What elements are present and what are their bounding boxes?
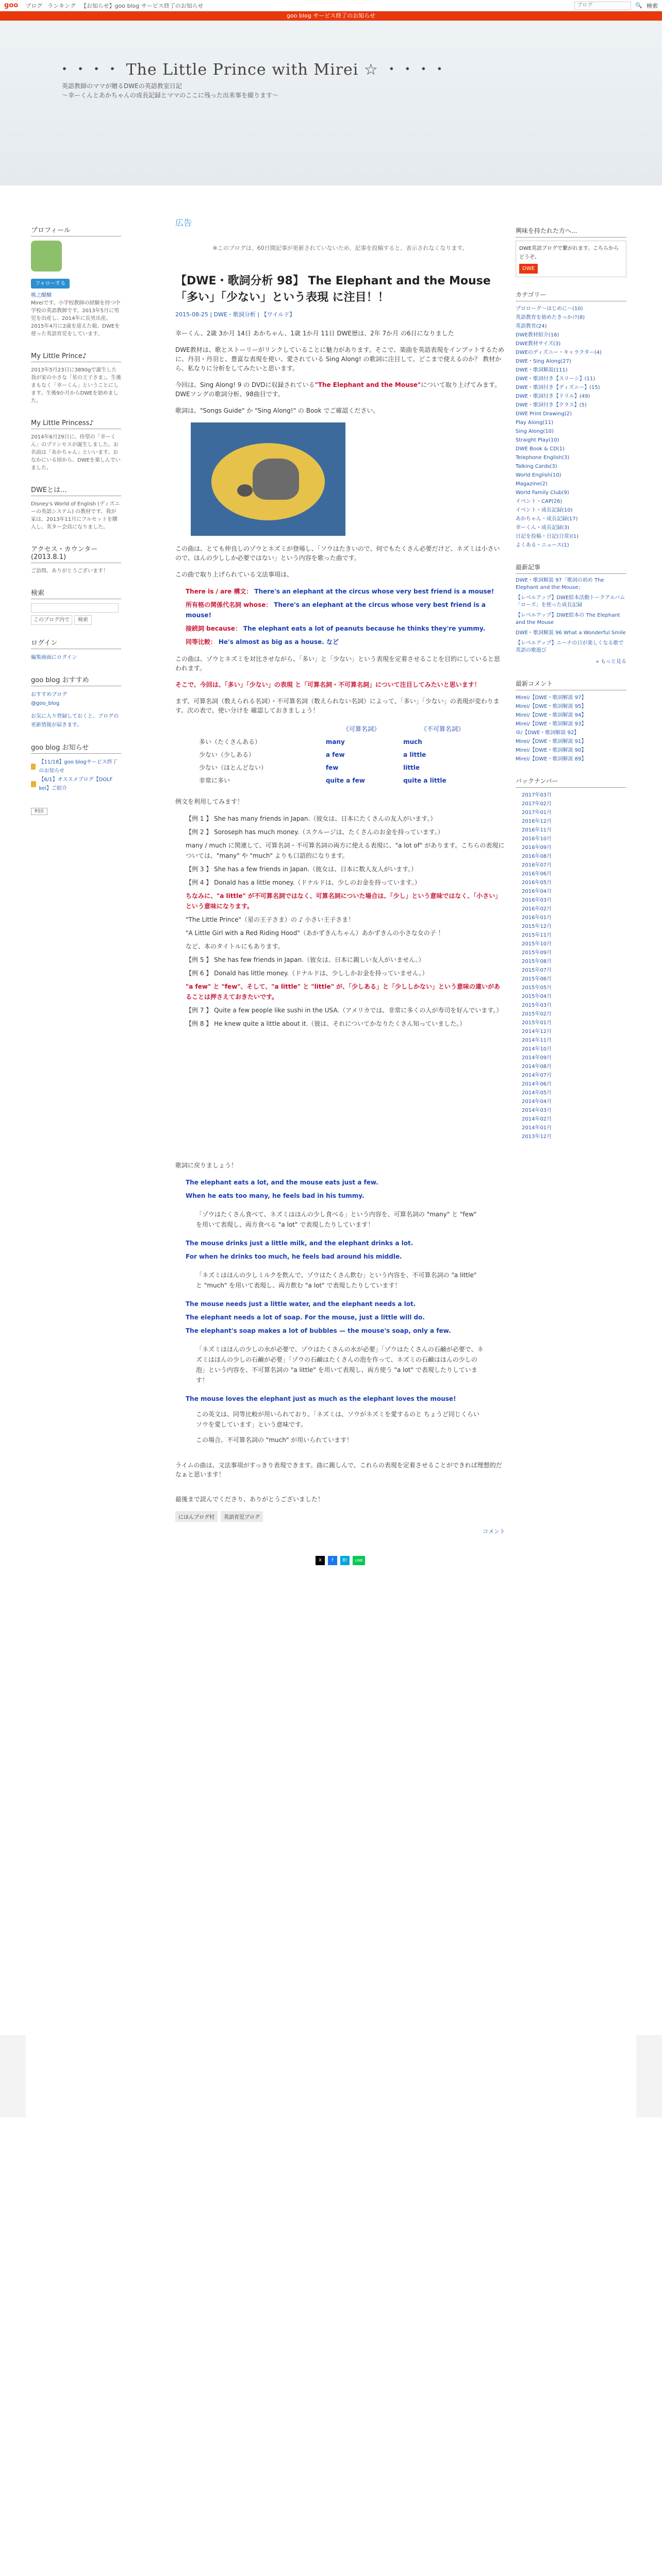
backnumber-heading: バックナンバー — [516, 777, 626, 788]
category-item[interactable]: Magazine(2) — [516, 481, 548, 487]
examples-intro: 例文を利用してみます！ — [175, 798, 244, 805]
example-4: 【例 4 】 Donald has a little money.（ドナルドは、少しのお金を持っています。） — [186, 879, 421, 886]
comment-item[interactable]: Mirei/【DWE・歌詞解説 93】 — [516, 721, 587, 727]
lyric-4-note: この英文は、同等比較が用いられており、「ネズミは、ソウがネズミを愛するのと ちょうど同じくらい ソウを愛しています」という意味です。 — [196, 1411, 479, 1428]
song-intro: 今回は、Sing Along! 9 の DVDに収録されている"The Elephant and the Mouse"について取り上げてみます。DWEソングの歌詞分析、98曲目です。 — [175, 381, 501, 398]
backnumber-item[interactable]: 2014年07月 — [522, 1073, 552, 1078]
backnumber-item[interactable]: 2014年04月 — [522, 1099, 552, 1105]
page-body — [26, 196, 636, 2576]
comment-link[interactable]: コメント — [483, 1528, 505, 1535]
left-sidebar — [31, 227, 121, 830]
ranking-badge-1[interactable]: にほんブログ村 — [175, 1511, 218, 1522]
example-note-a-lot: many / much に関連して、可算名詞・不可算名詞の両方に使える表現に、"a lot of" があります。こちらの表現については、"many" や "much" よりも口語的になります。 — [186, 842, 505, 859]
recent-item[interactable]: DWE・歌詞解説 96 What a Wonderful Smile — [516, 630, 626, 636]
category-item[interactable]: DWE・Sing Along(27) — [516, 359, 571, 364]
example-2: 【例 2 】 Soroseph has much money.（スクルージは、たくさんのお金を持っています。） — [186, 828, 444, 836]
grammar-intro: この曲で取り上げられている文法事項は、 — [175, 571, 293, 578]
title-example-2: "A Little Girl with a Red Riding Hood"（あかずきんちゃん）あかずきんの小さな女の子 ！ — [186, 929, 444, 937]
article-title[interactable]: 【DWE・歌詞分析 98】 The Elephant and the Mouse 「多い」「少ない」という表現 に注目！！ — [175, 275, 502, 304]
lyric-3-note: 「ネズミはほんの少しの水が必要で、ゾウはたくさんの水が必要」「ゾウはたくさんの石鹸が必要で、ネズミはほんの少しの石鹸が必要」「ゾウの石鹸はたくさんの泡を作って、ネズミの石鹸はほんの少しの泡」という内容を、不可算名詞の "a little" を用いて表現し、両方使う "a lot" で表現したりしています！ — [196, 1346, 484, 1384]
dwe-text: Disney's World of English (ディズニーの英語システム) の教材です。我が家は、2013年11月にフルセットを購入し、英ター会員になりました。 — [31, 501, 120, 530]
blog-search-button[interactable]: 検索 — [74, 615, 92, 625]
more-link[interactable]: » もっと見る — [595, 659, 626, 665]
comment-heading: 最新コメント — [516, 680, 626, 690]
blog-subtitle: 英語教師のママが贈るDWEの英語教室日記 〜幸ーくんとあかちゃんの成長記録とママのここに残った出来事を綴ります〜 — [62, 82, 279, 99]
lyric-1b: When he eats too many, he feels bad in his tummy. — [186, 1192, 365, 1199]
table-row: 少ない（ほとんどない） few little — [199, 764, 420, 771]
backnumber-item[interactable]: 2015年01月 — [522, 1020, 552, 1026]
dwe-blog-box[interactable]: DWE英語ブログで繋がれます。こちらからどうぞ。 DWE — [516, 241, 626, 277]
article-meta[interactable]: 2015-08-25 | DWE・歌詞分析 | 【ワイルド】 — [175, 311, 295, 318]
login-heading: ログイン — [31, 639, 121, 649]
backnumber-item[interactable]: 2017年02月 — [522, 801, 552, 807]
backnumber-item[interactable]: 2014年05月 — [522, 1090, 552, 1096]
title-example-note: など、本のタイトルにもあります。 — [186, 943, 284, 950]
example-5: 【例 5 】 She has few friends in Japan.（彼女は、日本に親しい友人がいません。） — [186, 956, 425, 963]
table-row: 少ない（少しある） a few a little — [199, 751, 426, 758]
category-item[interactable]: World English(10) — [516, 472, 561, 478]
backnumber-item[interactable]: 2015年10月 — [522, 941, 552, 947]
category-item[interactable]: World Family Club(9) — [516, 490, 569, 496]
profile-block — [31, 227, 121, 338]
backnumber-item[interactable]: 2014年01月 — [522, 1125, 552, 1131]
grammar-item-3: 接続詞 because： The elephant eats a lot of peanuts because he thinks they're yummy. — [186, 625, 486, 632]
topbar-search-input[interactable] — [574, 2, 631, 10]
backnumber-item[interactable]: 2015年09月 — [522, 950, 552, 956]
comment-item[interactable]: Mirei/【DWE・歌詞解説 89】 — [516, 756, 587, 762]
search-scope-select[interactable]: このブログ内で — [31, 615, 72, 625]
recent-list — [516, 577, 626, 654]
osusume-link-1[interactable]: おすすめブログ — [31, 691, 68, 698]
lyric-3c: The elephant's soap makes a lot of bubbles — the mouse's soap, only a few. — [186, 1327, 451, 1334]
ranking-badge-2[interactable]: 英語育児ブログ — [221, 1511, 263, 1522]
example-7: 【例 7 】 Quite a few people like sushi in the USA.（アメリカでは、非常に多くの人が寿司を好んでいます。） — [186, 1007, 503, 1014]
backnumber-item[interactable]: 2016年01月 — [522, 915, 552, 921]
category-item[interactable]: Telephone English(3) — [516, 455, 570, 461]
follow-button[interactable]: フォローする — [31, 279, 70, 289]
osusume-heading: goo blog おすすめ — [31, 676, 121, 686]
example-3: 【例 3 】 She has a few friends in Japan.（彼女は、日本に数人友人がいます。） — [186, 866, 418, 873]
category-item[interactable]: 幸ーくん・成長記録(3) — [516, 525, 570, 531]
backnumber-item[interactable]: 2016年08月 — [522, 854, 552, 859]
backnumber-item[interactable]: 2016年10月 — [522, 836, 552, 842]
lyric-2-note: 「ネズミはほんの少しミルクを飲んで、ゾウはたくさん飲む」という内容を、不可算名詞の "a little" と "much" を用いて表現し、両方飲む "a lot" で表現したりしています！ — [196, 1272, 477, 1289]
notice-icon — [31, 781, 36, 787]
lyric-3a: The mouse needs just a little water, and the elephant needs a lot. — [186, 1300, 416, 1308]
category-item[interactable]: イベント・CAP(26) — [516, 499, 562, 504]
lyric-4a: The mouse loves the elephant just as much as the elephant loves the mouse! — [186, 1395, 456, 1402]
purpose-paragraph: この曲は、ゾウとネズミを対比させながら、「多い」と「少ない」という表現を定着させることを目的にしていると思われます。 — [175, 655, 501, 672]
lyric-3b: The elephant needs a lot of soap. For the mouse, just a little will do. — [186, 1314, 425, 1321]
intro-paragraph: DWE教材は、歌とストーリーがリンクしていることに魅力があります。そこで、楽曲を英語表現をインプットするために、丹羽・丹羽と、豊富な表現を使い、愛されている Sing Along! の歌詞に注目して、どこまで使えるのか？ 教材から、私なりに分析をしてみたいと思います。 — [175, 346, 505, 372]
category-heading: カテゴリー — [516, 291, 626, 301]
example-6: 【例 6 】 Donald has little money.（ドナルドは、少ししかお金を持っていません。） — [186, 970, 428, 977]
little-prince-text: 2013年5月23日に3890gで誕生した我が家の小さな「星の王子さま」。生後まもなく「幸ーくん」ということにします。生後9か月からDWEを始めました。 — [31, 367, 121, 404]
category-item[interactable]: DWE Book & CD(1) — [516, 446, 565, 452]
backnumber-item[interactable]: 2016年07月 — [522, 862, 552, 868]
oshirase-link-2[interactable]: 【6/1】オススメブログ【DOLF kei】ご紹介 — [31, 775, 121, 793]
category-item[interactable]: DWE・歌詞付き【クラス】(5) — [516, 402, 587, 408]
notice-icon — [31, 764, 36, 770]
category-item[interactable]: DWE・歌詞付き【ディズニー】(15) — [516, 385, 600, 391]
backnumber-item[interactable]: 2014年03月 — [522, 1108, 552, 1113]
comment-item[interactable]: Mirei/【DWE・歌詞解説 91】 — [516, 739, 587, 744]
backnumber-item[interactable]: 2015年07月 — [522, 968, 552, 973]
backnumber-item[interactable]: 2015年05月 — [522, 985, 552, 991]
profile-text: Mireiです。小学校教師の経験を持つ中学校の英語教師です。2013年5月に男児を出産し、2014年に長男出産。2015年4月に2歳を迎えた娘、DWEを使った英語育児をしています。 — [31, 300, 121, 337]
recent-item[interactable]: 【レベルアップ】DWE絵本の The Elephant and the Mouse — [516, 613, 620, 625]
topbar-search-label[interactable]: 検索 — [647, 2, 658, 9]
topbar-link-ranking[interactable]: ランキング — [47, 2, 76, 9]
backnumber-item[interactable]: 2014年12月 — [522, 1029, 552, 1035]
backnumber-item[interactable]: 2014年06月 — [522, 1081, 552, 1087]
backnumber-item[interactable]: 2015年12月 — [522, 924, 552, 929]
comment-item[interactable]: Mirei/【DWE・歌詞解説 90】 — [516, 748, 587, 753]
category-item[interactable]: Talking Cards(3) — [516, 464, 557, 469]
recent-item[interactable]: DWE・歌詞解説 97「歌詞の初め The Elephant and the Mouse」 — [516, 578, 604, 590]
category-item[interactable]: DWE教材紹介(16) — [516, 332, 559, 338]
backnumber-item[interactable]: 2015年03月 — [522, 1003, 552, 1008]
grammar-item-2: 所有格の関係代名詞 whose： There's an elephant at the circus whose very best friend is a mouse! — [186, 601, 486, 619]
recent-heading: 最新記事 — [516, 563, 626, 574]
category-item[interactable]: DWE教材サイズ(3) — [516, 341, 561, 347]
backnumber-item[interactable]: 2016年05月 — [522, 880, 552, 886]
category-item[interactable]: 日記を投稿・日記(日常)(1) — [516, 534, 578, 539]
backnumber-item[interactable]: 2015年08月 — [522, 959, 552, 964]
thanks-paragraph: 最後まで読んでくださり、ありがとうございました！ — [175, 1496, 324, 1503]
song-illustration — [191, 422, 345, 536]
backnumber-item[interactable]: 2014年11月 — [522, 1038, 552, 1043]
table-row: 非常に多い quite a few quite a little — [199, 776, 446, 784]
top-bar — [0, 0, 662, 11]
backnumber-item[interactable]: 2016年11月 — [522, 827, 552, 833]
category-item[interactable]: 英語教育を始めたきっかけ(8) — [516, 315, 585, 320]
category-item[interactable]: DWE・歌詞付き【スリーシ】(11) — [516, 376, 595, 382]
blog-title[interactable]: ・・・・ The Little Prince with Mirei ☆ ・・・・ — [57, 61, 448, 79]
category-item[interactable]: 英語教育(24) — [516, 324, 547, 329]
comment-item[interactable]: ゆ/【DWE・歌詞解説 92】 — [516, 730, 580, 736]
search-heading: 検索 — [31, 589, 121, 599]
category-item[interactable]: よくある・ニュース(1) — [516, 543, 569, 548]
inactive-notice: ※このブログは、60日間記事が更新されていないため、記事を投稿すると、表示されなくなります。 — [212, 245, 468, 251]
backnumber-item[interactable]: 2015年02月 — [522, 1011, 552, 1017]
category-item[interactable]: プロローグ〜はじめに〜(10) — [516, 306, 583, 312]
lyrics-note: 歌詞は、"Songs Guide" か "Sing Along!" の Book でご確認ください。 — [175, 407, 379, 414]
backnumber-item[interactable]: 2016年04月 — [522, 889, 552, 894]
category-item[interactable]: Play Along(11) — [516, 420, 553, 426]
avatar — [31, 241, 62, 272]
topbar-link-notice[interactable]: 【お知らせ】goo blog サービス終了のお知らせ — [80, 2, 204, 9]
little-princess-text: 2014年6月29日に、待望の「幸ーくん」のプリンセスが誕生しました。お名前は「あかちゃん」といいます。おなかにいる頃から、DWEを楽しんでいました。 — [31, 434, 121, 471]
category-item[interactable]: Sing Along(10) — [516, 429, 554, 434]
comment-item[interactable]: Mirei/【DWE・歌詞解説 95】 — [516, 704, 587, 709]
countable-paragraph: まず、可算名詞（数えられる名詞）・不可算名詞（数えられない名詞）によって、「多い」「少ない」の表現が変わります。次の表で、使い分けを 確認しておきましょう！ — [175, 698, 500, 714]
ask-heading: 興味を持たれた方へ... — [516, 227, 626, 238]
category-item[interactable]: DWE Print Drawing(2) — [516, 411, 572, 417]
oshirase-link-1[interactable]: 【11/18】goo blogサービス終了のお知らせ — [31, 758, 121, 775]
search-icon[interactable]: 🔍 — [635, 2, 642, 9]
backnumber-item[interactable]: 2014年10月 — [522, 1046, 552, 1052]
category-item[interactable]: DWE・歌詞解説(111) — [516, 367, 568, 373]
goo-logo[interactable]: goo — [4, 2, 19, 9]
elephant-image — [253, 459, 299, 500]
access-counter-heading: アクセス・カウンター (2013.8.1) — [31, 546, 121, 563]
mouse-image — [237, 484, 253, 497]
category-item[interactable]: イベント・成長記録(10) — [516, 507, 573, 513]
title-example-1: "The Little Prince"（星の王子さま）の ♪ 小さい王子さま！ — [186, 916, 355, 923]
quantity-table: 《可算名詞》 《不可算名詞》 多い（たくさんある） many much 少ない（少しある） a few a little 少ない（ほとんどない） few little 非常に多い quite a few quite a little — [196, 722, 485, 787]
example-8: 【例 8 】 He knew quite a little about it.（彼は、それについてかなりたくさん知っていました。） — [186, 1020, 466, 1027]
main-content — [175, 216, 505, 1565]
oshirase-heading: goo blog お知らせ — [31, 744, 121, 754]
backnumber-item[interactable]: 2014年08月 — [522, 1064, 552, 1070]
backnumber-item[interactable]: 2016年02月 — [522, 906, 552, 912]
lyric-1-note: 「ゾウはたくさん食べて、ネズミはほんの少し食べる」という内容を、可算名詞の "many" と "few" を用いて表現し、両方食べる "a lot" で表現したりしています！ — [196, 1211, 477, 1228]
song-summary: この曲は、とても仲良しのゾウとネズミが登場し、「ソウはたきいので、何でもたくさん必要だけど、ネズミは小さいので、ほんの少ししか必要ではない」という内容を歌った曲です。 — [175, 545, 500, 562]
backnumber-list — [516, 791, 626, 1141]
grammar-item-4: 同等比較： He's almost as big as a house. など — [186, 638, 339, 646]
backnumber-item[interactable]: 2015年11月 — [522, 933, 552, 938]
dwe-badge: DWE — [519, 264, 538, 274]
backnumber-item[interactable]: 2014年02月 — [522, 1116, 552, 1122]
recent-item[interactable]: 【レベルアップ】DWE絵本活動トークアルバム「ローズ」を使った成長記録 — [516, 595, 625, 608]
little-prince-heading: My Little Prince♪ — [31, 352, 121, 362]
table-row: 多い（たくさんある） many much — [199, 738, 422, 745]
category-item[interactable]: Straight Play(10) — [516, 437, 559, 443]
topbar-link-blog[interactable]: ブログ — [25, 2, 43, 9]
lyric-1a: The elephant eats a lot, and the mouse eats just a few. — [186, 1179, 378, 1186]
little-princess-heading: My Little Princess♪ — [31, 419, 121, 429]
example-1: 【例 1 】 She has many friends in Japan.（彼女は、日本にたくさんの友人がいます。） — [186, 815, 437, 822]
share-facebook-icon[interactable]: f — [328, 1556, 337, 1565]
example-note-a-little: ちなみに、"a little" が不可算名詞ではなく、可算名詞についた場合は、「少し」という意味ではなく、「小さい」という意味になります。 — [186, 892, 502, 910]
comment-item[interactable]: Mirei/【DWE・歌詞解説 94】 — [516, 713, 587, 718]
comment-item[interactable]: Mirei/【DWE・歌詞解説 97】 — [516, 695, 587, 701]
lyric-2a: The mouse drinks just a little milk, and the elephant drinks a lot. — [186, 1240, 413, 1247]
closing-paragraph: ライムの曲は、文法事項がすっきり表現できます。曲に親しんで、これらの表現を定着させることができれば理想的だなぁと思います！ — [175, 1462, 502, 1478]
osusume-text: お気に入り登録しておくと、ブログの更新情報が届きます。 — [31, 713, 119, 728]
blog-banner — [0, 21, 662, 185]
right-sidebar — [516, 227, 626, 1155]
category-item[interactable]: DWEのディズニー・キャラクター(4) — [516, 350, 602, 355]
search-block — [31, 589, 121, 625]
osusume-link-2[interactable]: @goo_blog — [31, 700, 60, 706]
backnumber-item[interactable]: 2017年01月 — [522, 810, 552, 816]
backnumber-item[interactable]: 2017年03月 — [522, 792, 552, 798]
category-item[interactable]: あかちゃん・成長記録(17) — [516, 516, 578, 522]
backnumber-item[interactable]: 2014年09月 — [522, 1055, 552, 1061]
backnumber-item[interactable]: 2016年12月 — [522, 819, 552, 824]
rss-button[interactable]: RSS — [31, 808, 47, 815]
focus-paragraph: そこで、今回は、「多い」「少ない」の表現 と「可算名詞・不可算名詞」について注目してみたいと思います！ — [175, 681, 481, 688]
access-counter-text: ご訪問、ありがとうございます！ — [31, 568, 108, 574]
grammar-item-1: There is / are 構文： There's an elephant at the circus whose very best friend is a mouse! — [186, 588, 494, 595]
recent-item[interactable]: 【レベルアップ】ニーナの日が楽しくなる歌で英語の歌遊び — [516, 640, 624, 653]
service-end-notice-bar[interactable]: goo blog サービス終了のお知らせ — [0, 11, 662, 21]
backnumber-item[interactable]: 2015年04月 — [522, 994, 552, 999]
ad-heading: 広告 — [175, 218, 192, 228]
category-list — [516, 304, 626, 550]
profile-heading: プロフィール — [31, 227, 121, 236]
backnumber-item[interactable]: 2016年06月 — [522, 871, 552, 877]
back-to-lyrics: 歌詞に戻りましょう！ — [175, 1162, 238, 1169]
share-x-icon[interactable]: X — [316, 1556, 325, 1565]
backnumber-item[interactable]: 2016年09月 — [522, 845, 552, 851]
lyric-4-note-2: この場合、不可算名詞の "much" が用いられています！ — [196, 1436, 353, 1444]
example-note-few: "a few" と "few"、そして、"a little" と "little" が、「少しある」と「少ししかない」という意味の違いがあることは押さえておきたいです。 — [186, 983, 501, 1001]
age-paragraph: 幸ーくん、2歳 3か月 14日 あかちゃん、1歳 1か月 11日 DWE歴は、2年 7か月 の6日になりました — [175, 330, 454, 337]
backnumber-item[interactable]: 2016年03月 — [522, 897, 552, 903]
profile-name[interactable]: 桃之醍醐 — [31, 293, 52, 298]
category-item[interactable]: DWE・歌詞付き【ドリル】(49) — [516, 394, 590, 399]
share-hatena-icon[interactable]: B! — [340, 1556, 350, 1565]
login-link[interactable]: 編集画面にログイン — [31, 654, 77, 660]
lyric-2b: For when he drinks too much, he feels bad around his middle. — [186, 1253, 402, 1260]
comment-list — [516, 693, 626, 764]
dwe-heading: DWEとは... — [31, 486, 121, 496]
backnumber-item[interactable]: 2013年12月 — [522, 1134, 552, 1140]
backnumber-item[interactable]: 2015年06月 — [522, 976, 552, 982]
share-line-icon[interactable]: LINE — [353, 1556, 365, 1565]
blog-search-input[interactable] — [31, 603, 119, 613]
